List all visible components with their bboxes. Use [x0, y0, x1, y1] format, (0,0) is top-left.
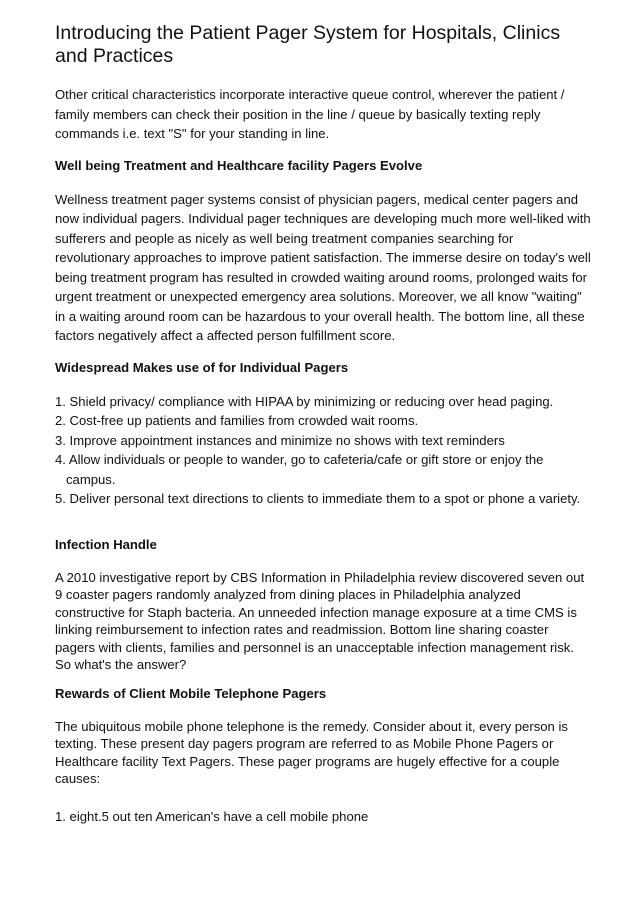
intro-paragraph: Other critical characteristics incorporate interactive queue control, wherever the patient / family members can check their position in the line / queue by basically texting reply commands i.e. text "S" for your standing in line. — [55, 87, 565, 141]
section-body-evolve: Wellness treatment pager systems consist of physician pagers, medical center pagers and now individual pagers. Individual pager techniques are developing much more well-liked with sufferers and people as nicely as well being treatment companies searching for revolutionary approaches to improve patient satisfaction. The immerse desire on today's well being treatment program has resulted in crowded waiting around rooms, prolonged waits for urgent treatment or unexpected emergency area solutions. Moreover, we all know "waiting" in a waiting around room can be hazardous to your overall health. The bottom line, all these factors negatively affect a affected person fulfillment score. — [55, 191, 591, 343]
section-heading-rewards: Rewards of Client Mobile Telephone Pagers — [55, 685, 327, 701]
section-body-rewards: The ubiquitous mobile phone telephone is the remedy. Consider about it, every person is texting. These present day pagers program are referred to as Mobile Phone Pagers or Healthcare facility Text Pagers. These pager programs are hugely effective for a couple causes: — [55, 718, 568, 786]
list-item: 1. Shield privacy/ compliance with HIPAA by minimizing or reducing over head paging. — [55, 393, 554, 409]
page-title: Introducing the Patient Pager System for Hospitals, Clinics and Practices — [55, 22, 561, 67]
list-item: 2. Cost-free up patients and families from crowded wait rooms. — [55, 413, 419, 428]
section-heading-infection: Infection Handle — [55, 536, 157, 552]
list-item: 1. eight.5 out ten American's have a cell mobile phone — [55, 808, 369, 824]
list-item: 3. Improve appointment instances and minimize no shows with text reminders — [55, 432, 505, 448]
uses-list — [55, 392, 591, 509]
rewards-list — [55, 807, 591, 827]
list-item: 5. Deliver personal text directions to clients to immediate them to a spot or phone a variety. — [55, 491, 581, 506]
document-page — [55, 22, 591, 826]
section-heading-uses: Widespread Makes use of for Individual Pagers — [55, 359, 349, 375]
section-heading-evolve: Well being Treatment and Healthcare facility Pagers Evolve — [55, 157, 423, 173]
section-body-infection: A 2010 investigative report by CBS Information in Philadelphia review discovered seven out 9 coaster pagers randomly analyzed from dining places in Philadelphia analyzed constructive for Staph bacteria. An unneeded infection manage exposure at a time CMS is linking reimbursement to infection rates and readmission. Bottom line sharing coaster pagers with clients, families and personnel is an unacceptable infection management risk. So what's the answer? — [55, 569, 585, 672]
list-item: 4. Allow individuals or people to wander, go to cafeteria/cafe or gift store or enjoy the campus. — [55, 452, 544, 487]
